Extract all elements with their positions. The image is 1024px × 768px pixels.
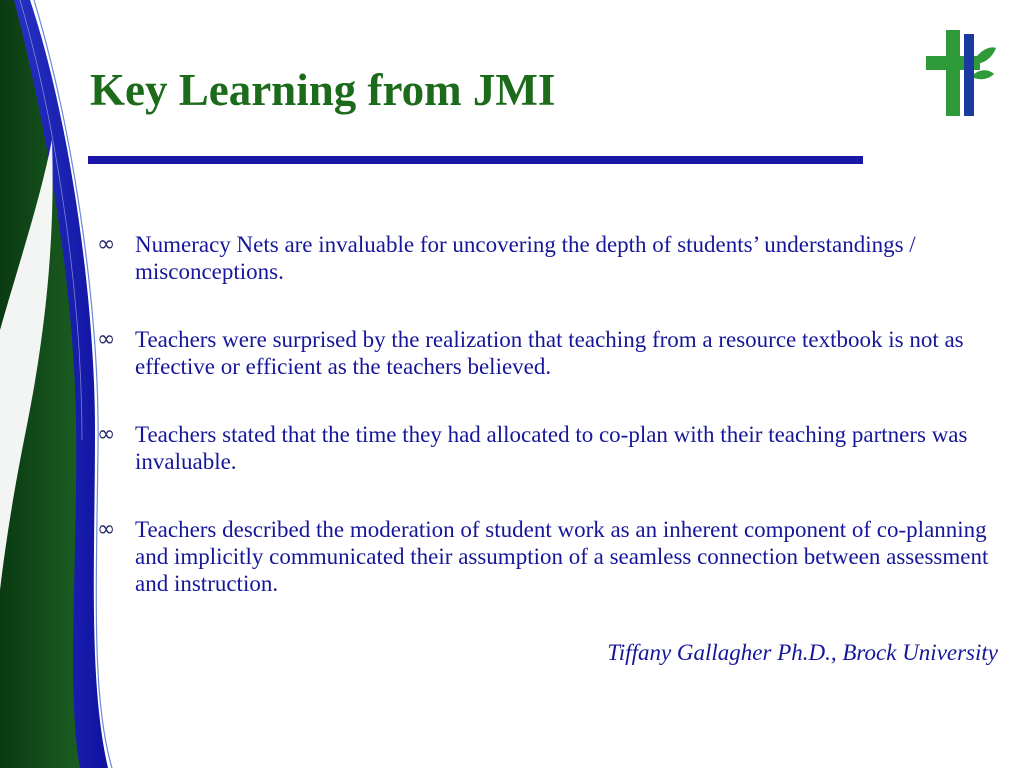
slide-title: Key Learning from JMI	[90, 65, 556, 115]
title-underline-rule	[88, 156, 863, 164]
cross-leaf-logo	[924, 30, 996, 116]
infinity-bullet-icon: ∞	[97, 327, 116, 352]
bullet-list	[97, 231, 1007, 638]
bullet-text: Teachers described the moderation of student work as an inherent component of co-planning and implicitly communicated their assumption of a seamless connection between assessment and instruction.	[135, 517, 989, 596]
infinity-bullet-icon: ∞	[97, 232, 116, 257]
bullet-text: Teachers were surprised by the realization that teaching from a resource textbook is not as effective or efficient as the teachers believed.	[135, 327, 964, 379]
bullet-text: Teachers stated that the time they had allocated to co-plan with their teaching partners was invaluable.	[135, 422, 968, 474]
infinity-bullet-icon: ∞	[97, 422, 116, 447]
bullet-item	[97, 421, 1007, 475]
bullet-item	[97, 231, 1007, 285]
infinity-bullet-icon: ∞	[97, 517, 116, 542]
bullet-text: Numeracy Nets are invaluable for uncovering the depth of students’ understandings / misconceptions.	[135, 232, 916, 284]
bullet-item	[97, 326, 1007, 380]
bullet-item	[97, 516, 1007, 597]
author-credit: Tiffany Gallagher Ph.D., Brock University	[607, 640, 998, 665]
